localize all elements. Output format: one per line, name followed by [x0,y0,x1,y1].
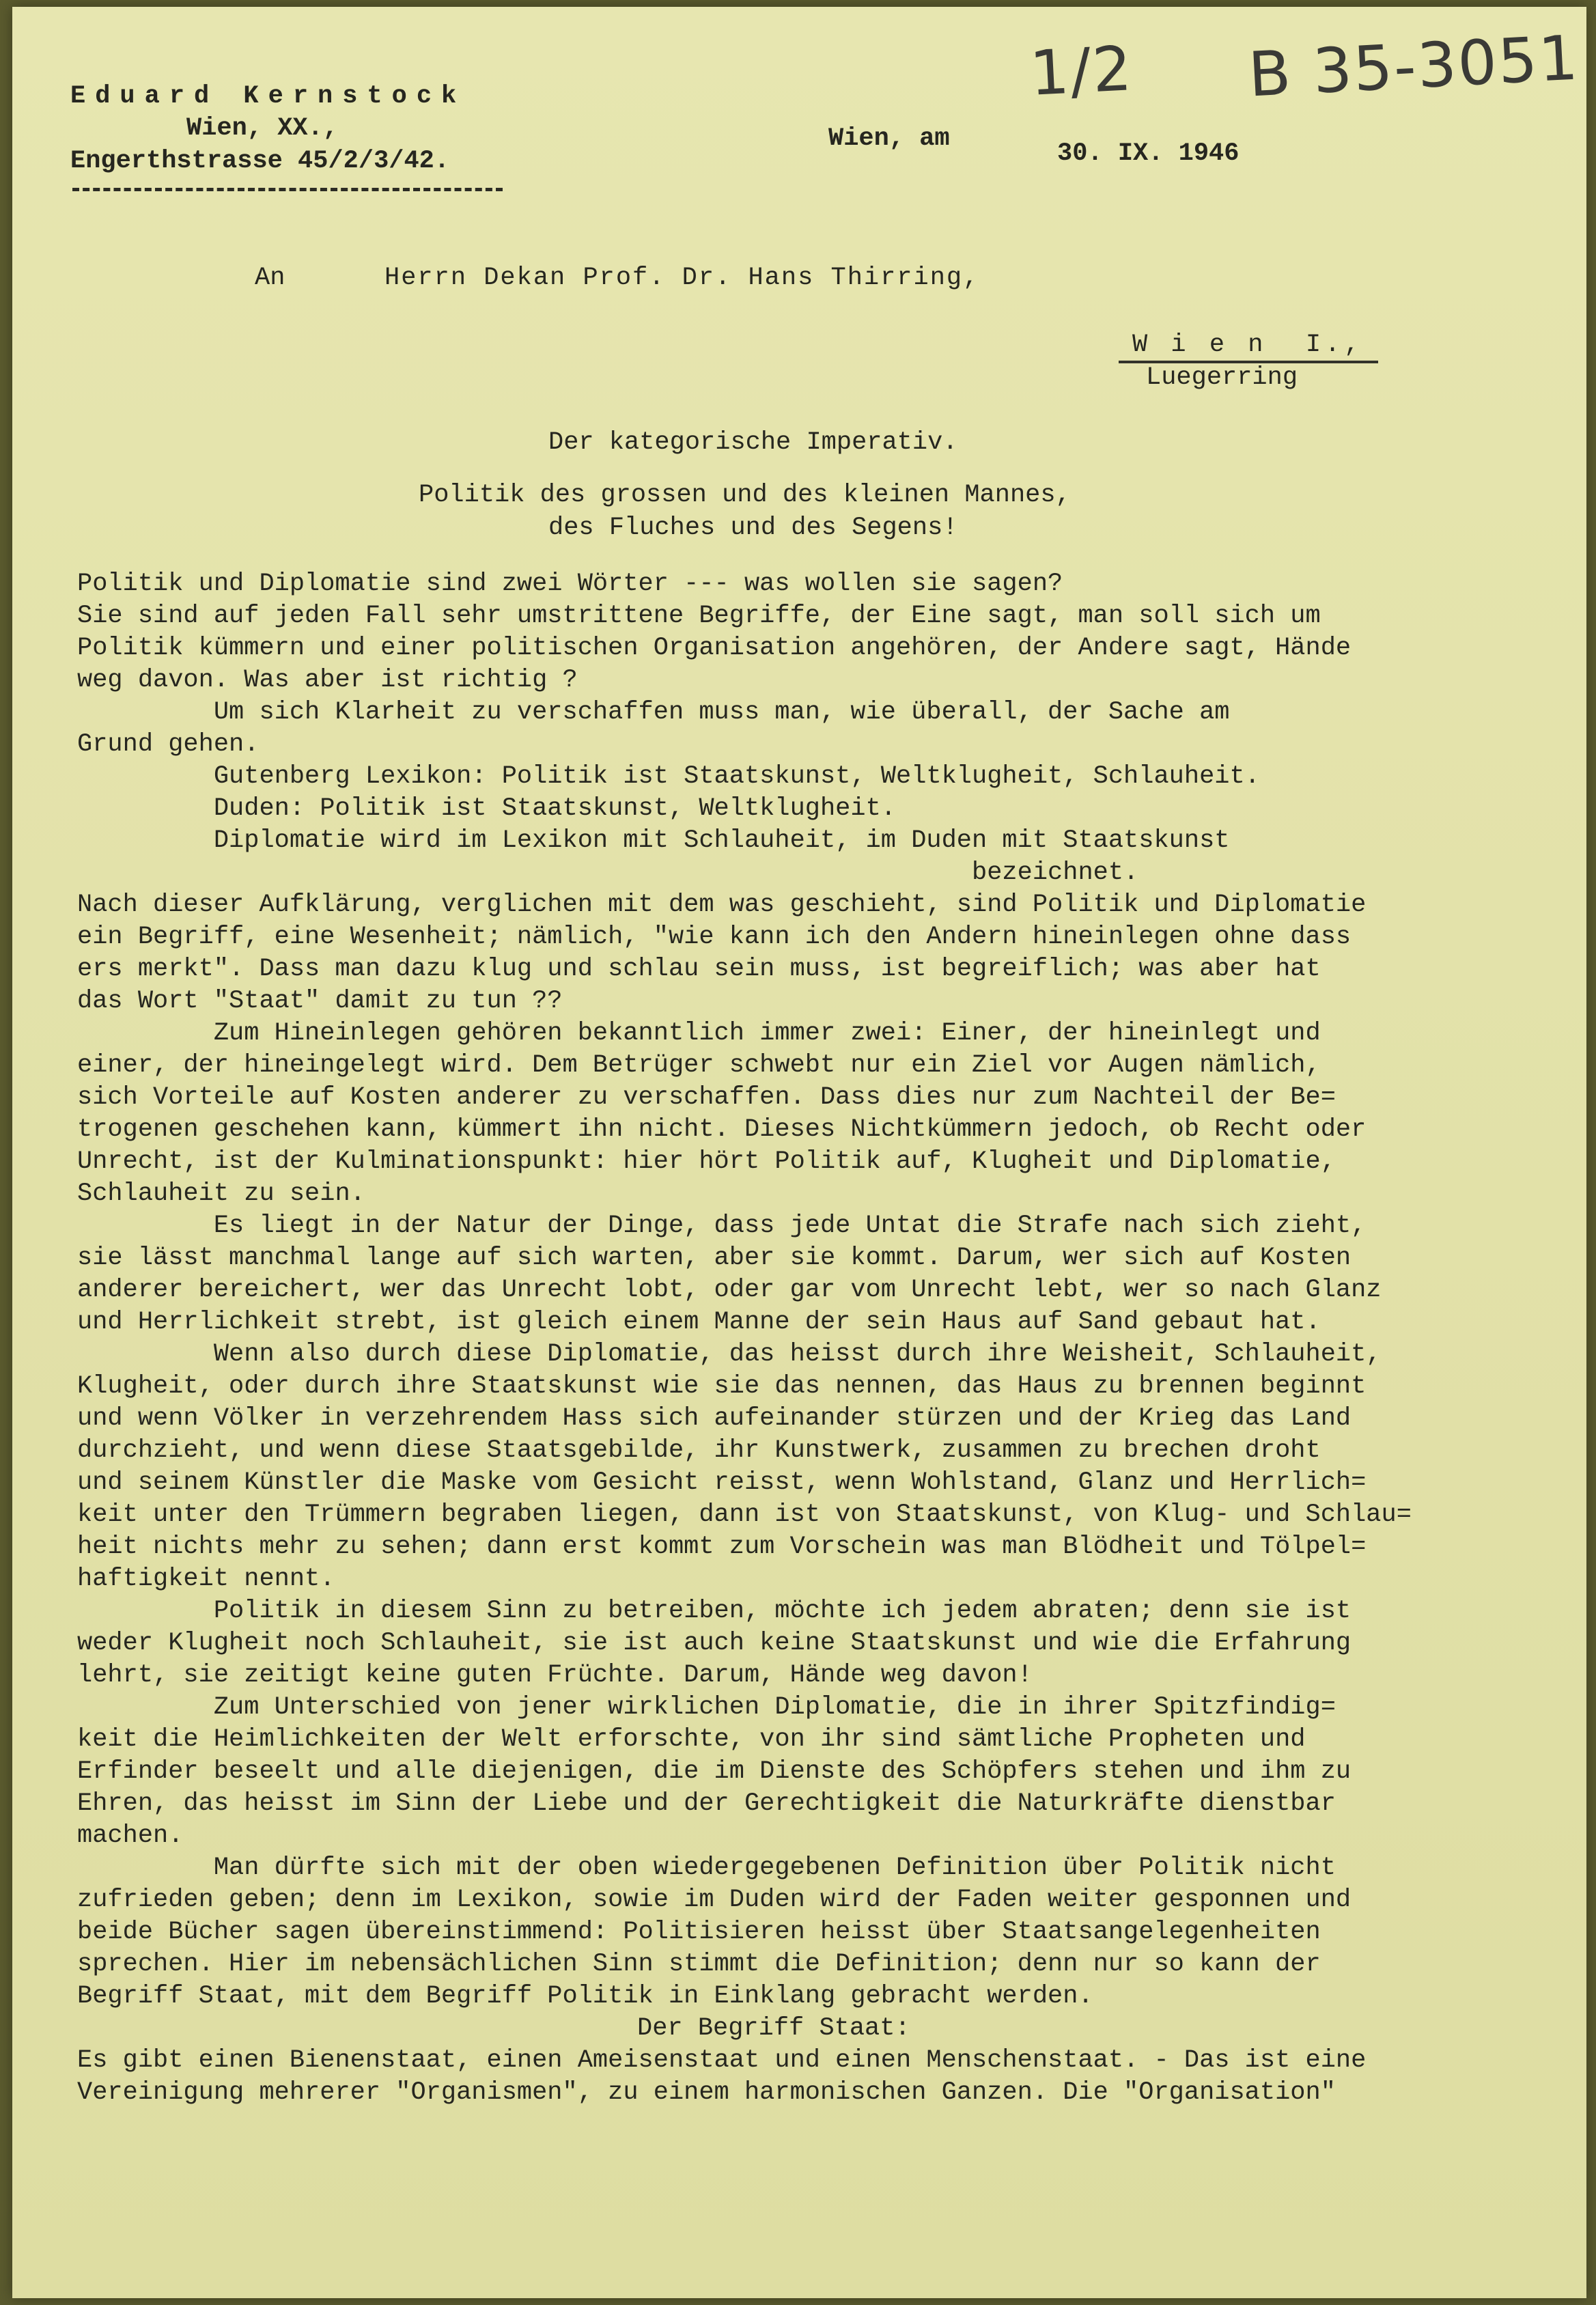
heading-subtitle-2: des Fluches und des Segens! [548,514,958,542]
body-line: weg davon. Was aber ist richtig ? [77,666,578,695]
body-line: Nach dieser Aufklärung, verglichen mit dem was geschieht, sind Politik und Diplomatie [77,891,1367,919]
body-line: das Wort "Staat" damit zu tun ?? [77,987,563,1016]
body-line: Wenn also durch diese Diplomatie, das heisst durch ihre Weisheit, Schlauheit, [77,1340,1382,1369]
body-line: haftigkeit nennt. [77,1565,335,1593]
body-line: einer, der hineingelegt wird. Dem Betrüger schwebt nur ein Ziel vor Augen nämlich, [77,1051,1321,1080]
body-line: Diplomatie wird im Lexikon mit Schlauheit, im Duden mit Staatskunst [77,826,1230,855]
recipient-name: Herrn Dekan Prof. Dr. Hans Thirring, [384,264,980,292]
letter-page [12,7,1586,2298]
body-line: keit die Heimlichkeiten der Welt erforschte, von ihr sind sämtliche Propheten und [77,1725,1306,1754]
body-line: sprechen. Hier im nebensächlichen Sinn stimmt die Definition; denn nur so kann der [77,1950,1321,1979]
heading-title: Der kategorische Imperativ. [548,428,958,457]
body-line: Politik und Diplomatie sind zwei Wörter --- was wollen sie sagen? [77,570,1063,598]
body-line: Klugheit, oder durch ihre Staatskunst wie sie das nennen, das Haus zu brennen beginnt [77,1372,1367,1401]
body-line: Ehren, das heisst im Sinn der Liebe und der Gerechtigkeit die Naturkräfte dienstbar [77,1789,1336,1818]
body-line: Gutenberg Lexikon: Politik ist Staatskunst, Weltklugheit, Schlauheit. [77,762,1260,791]
body-line: lehrt, sie zeitigt keine guten Früchte. Darum, Hände weg davon! [77,1661,1033,1690]
body-line: Duden: Politik ist Staatskunst, Weltklugheit. [77,794,896,823]
body-line: Politik kümmern und einer politischen Organisation angehören, der Andere sagt, Hände [77,634,1352,662]
body-line: heit nichts mehr zu sehen; dann erst kommt zum Vorschein was man Blödheit und Tölpel= [77,1533,1367,1561]
body-line: anderer bereichert, wer das Unrecht lobt, oder gar vom Unrecht lebt, wer so nach Glanz [77,1276,1382,1304]
body-line: Es gibt einen Bienenstaat, einen Ameisenstaat und einen Menschenstaat. - Das ist eine [77,2046,1367,2075]
body-line: durchzieht, und wenn diese Staatsgebilde, ihr Kunstwerk, zusammen zu brechen droht [77,1436,1321,1465]
body-line: Unrecht, ist der Kulminationspunkt: hier hört Politik auf, Klugheit und Diplomatie, [77,1147,1336,1176]
body-line: keit unter den Trümmern begraben liegen, dann ist von Staatskunst, von Klug- und Schlau= [77,1500,1412,1529]
body-line: Man dürfte sich mit der oben wiedergegebenen Definition über Politik nicht [77,1854,1336,1882]
sender-street: Engerthstrasse 45/2/3/42. [70,147,450,176]
body-line: und wenn Völker in verzehrendem Hass sich aufeinander stürzen und der Krieg das Land [77,1404,1352,1433]
body-line: Vereinigung mehrerer "Organismen", zu einem harmonischen Ganzen. Die "Organisation" [77,2078,1336,2107]
body-line: ers merkt". Dass man dazu klug und schlau sein muss, ist begreiflich; was aber hat [77,955,1321,983]
body-line: trogenen geschehen kann, kümmert ihn nicht. Dieses Nichtkümmern jedoch, ob Recht oder [77,1115,1367,1144]
body-line: ein Begriff, eine Wesenheit; nämlich, "wie kann ich den Andern hineinlegen ohne dass [77,923,1352,951]
sender-city: Wien, XX., [186,114,339,143]
heading-subtitle-1: Politik des grossen und des kleinen Mannes, [419,481,1071,509]
body-line: Erfinder beseelt und alle diejenigen, die im Dienste des Schöpfers stehen und ihm zu [77,1757,1352,1786]
body-line: beide Bücher sagen übereinstimmend: Politisieren heisst über Staatsangelegenheiten [77,1918,1321,1946]
body-line: weder Klugheit noch Schlauheit, sie ist auch keine Staatskunst und wie die Erfahrung [77,1629,1352,1658]
letter-date: 30. IX. 1946 [1057,139,1240,168]
letter-body [77,568,1552,2109]
body-line: Zum Unterschied von jener wirklichen Diplomatie, die in ihrer Spitzfindig= [77,1693,1336,1722]
body-line: machen. [77,1821,184,1850]
body-line: Es liegt in der Natur der Dinge, dass jede Untat die Strafe nach sich zieht, [77,1212,1367,1240]
body-line: Um sich Klarheit zu verschaffen muss man, wie überall, der Sache am [77,698,1230,727]
archive-folio: 1/2 [1028,33,1135,110]
body-line: und seinem Künstler die Maske vom Gesicht reisst, wenn Wohlstand, Glanz und Herrlich= [77,1468,1367,1497]
sender-name: Eduard Kernstock [70,82,466,111]
body-line: und Herrlichkeit strebt, ist gleich einem Manne der sein Haus auf Sand gebaut hat. [77,1308,1321,1337]
recipient-prefix: An [255,264,285,292]
body-line: sie lässt manchmal lange auf sich warten, aber sie kommt. Darum, wer sich auf Kosten [77,1244,1352,1272]
body-line: zufrieden geben; denn im Lexikon, sowie im Duden wird der Faden weiter gesponnen und [77,1886,1352,1914]
sender-underline [72,188,503,191]
body-line: Schlauheit zu sein. [77,1179,365,1208]
body-line: Sie sind auf jeden Fall sehr umstrittene Begriffe, der Eine sagt, man soll sich um [77,602,1321,630]
recipient-city: W i e n I., [1132,331,1364,359]
recipient-street: Luegerring [1146,363,1298,392]
body-line: Politik in diesem Sinn zu betreiben, möchte ich jedem abraten; denn sie ist [77,1597,1352,1625]
body-line: Begriff Staat, mit dem Begriff Politik in Einklang gebracht werden. [77,1982,1093,2011]
body-line: Zum Hineinlegen gehören bekanntlich immer zwei: Einer, der hineinlegt und [77,1019,1321,1048]
section-heading: Der Begriff Staat: [637,2014,910,2043]
body-line: sich Vorteile auf Kosten anderer zu verschaffen. Dass dies nur zum Nachteil der Be= [77,1083,1336,1112]
place-label: Wien, am [828,124,950,153]
archive-signature: B 35-3051 [1246,22,1581,111]
body-line: bezeichnet. [77,858,1139,887]
body-line: Grund gehen. [77,730,260,759]
